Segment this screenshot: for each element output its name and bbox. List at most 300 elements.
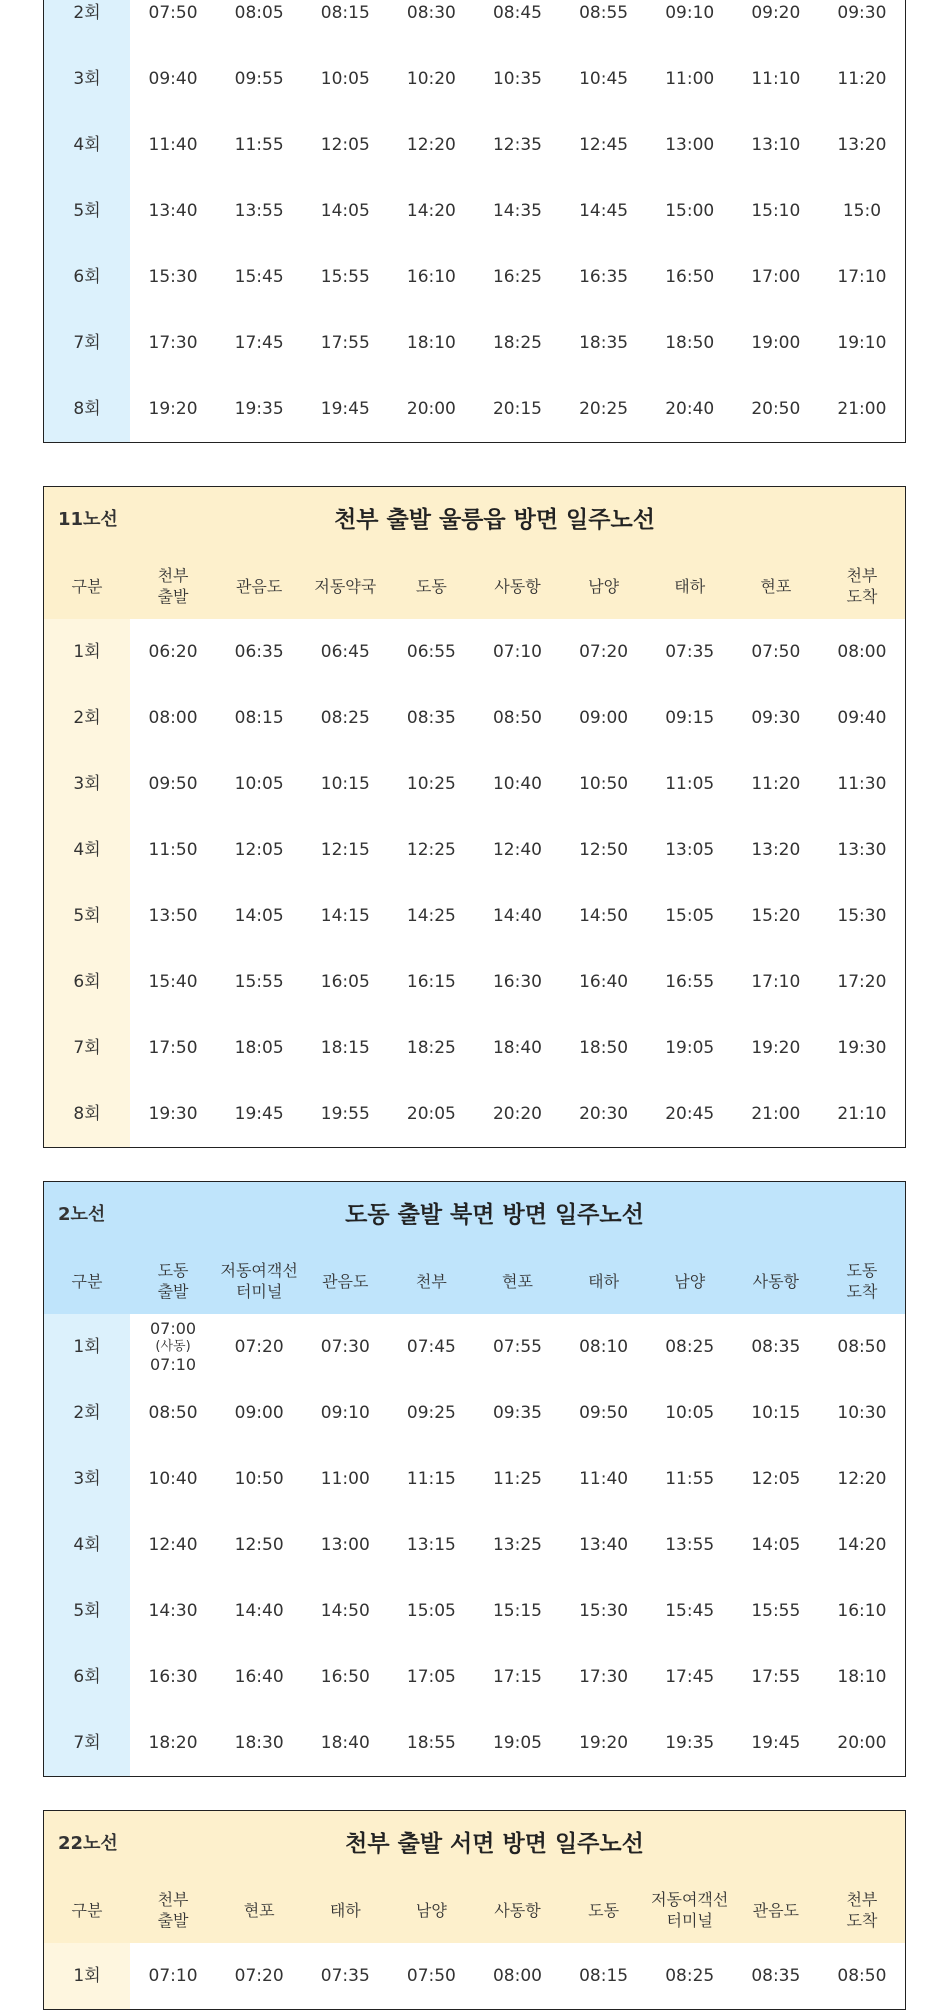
time-cell: 17:15 [492, 1666, 542, 1687]
time-cell: 17:45 [234, 332, 284, 353]
time-cell: 07:50 [406, 1965, 456, 1986]
time-cell: 12:05 [234, 839, 284, 860]
time-cell: 13:50 [148, 905, 198, 926]
trip-number-cell: 1회 [44, 619, 130, 685]
time-cell: 13:20 [751, 839, 801, 860]
route-table-1 [43, 486, 906, 1148]
time-cell: 14:25 [406, 905, 456, 926]
time-cell: 08:25 [665, 1965, 715, 1986]
time-cell: 07:50 [148, 2, 198, 23]
time-cell: 08:35 [751, 1965, 801, 1986]
time-cell: 10:40 [148, 1468, 198, 1489]
time-cell: 08:35 [406, 707, 456, 728]
header-cell: 천부 출발 [157, 566, 189, 606]
time-cell: 20:05 [406, 1103, 456, 1124]
header-cell: 도동 [588, 1900, 620, 1920]
table-row [44, 1578, 905, 1644]
time-cell [130, 1314, 216, 1380]
time-cell: 10:05 [665, 1402, 715, 1423]
header-cell: 남양 [415, 1900, 447, 1920]
time-cell: 19:35 [234, 398, 284, 419]
route-number: 11노선 [58, 509, 118, 530]
time-cell: 08:30 [406, 2, 456, 23]
time-cell: 14:15 [320, 905, 370, 926]
time-cell: 20:00 [837, 1732, 887, 1753]
time-cell: 11:15 [406, 1468, 456, 1489]
time-cell: 15:0 [842, 200, 882, 221]
time-cell: 19:45 [234, 1103, 284, 1124]
time-cell: 16:35 [579, 266, 629, 287]
time-cell: 11:40 [579, 1468, 629, 1489]
time-cell: 10:45 [579, 68, 629, 89]
trip-number-cell: 7회 [44, 1710, 130, 1776]
time-cell: 08:50 [837, 1336, 887, 1357]
time-cell: 09:30 [837, 2, 887, 23]
trip-number-cell: 3회 [44, 751, 130, 817]
table-row [44, 1446, 905, 1512]
route-table-2 [43, 1181, 906, 1777]
time-cell: 19:05 [665, 1037, 715, 1058]
time-cell: 11:05 [665, 773, 715, 794]
time-cell: 06:20 [148, 641, 198, 662]
time-cell: 10:25 [406, 773, 456, 794]
time-cell: 17:20 [837, 971, 887, 992]
time-cell: 17:55 [751, 1666, 801, 1687]
time-cell: 12:20 [406, 134, 456, 155]
header-cell: 사동항 [494, 1900, 541, 1920]
time-cell: 13:55 [665, 1534, 715, 1555]
time-cell: 08:25 [665, 1336, 715, 1357]
time-cell: 19:20 [579, 1732, 629, 1753]
time-cell: 11:20 [837, 68, 887, 89]
time-cell: 12:50 [579, 839, 629, 860]
trip-number-cell: 4회 [44, 1512, 130, 1578]
time-cell: 09:15 [665, 707, 715, 728]
trip-number-cell: 3회 [44, 1446, 130, 1512]
time-cell: 21:00 [837, 398, 887, 419]
time-cell: 17:30 [579, 1666, 629, 1687]
time-cell: 09:40 [148, 68, 198, 89]
trip-number-cell: 8회 [44, 376, 130, 442]
time-cell: 12:45 [579, 134, 629, 155]
header-cell: 구분 [71, 1900, 103, 1920]
route-number: 22노선 [58, 1833, 118, 1854]
trip-number-cell: 1회 [44, 1943, 130, 2009]
time-cell: 08:50 [492, 707, 542, 728]
time-cell: 19:20 [148, 398, 198, 419]
time-cell: 10:50 [579, 773, 629, 794]
table-row [44, 949, 905, 1015]
header-cell: 태하 [588, 1271, 620, 1291]
time-cell: 07:35 [665, 641, 715, 662]
time-cell: 09:50 [148, 773, 198, 794]
time-cell: 16:40 [579, 971, 629, 992]
time-cell: 11:55 [665, 1468, 715, 1489]
table-row [44, 1512, 905, 1578]
time-cell: 08:45 [492, 2, 542, 23]
time-cell: 07:20 [234, 1965, 284, 1986]
time-cell: 12:15 [320, 839, 370, 860]
time-cell: 20:20 [492, 1103, 542, 1124]
time-cell: 10:40 [492, 773, 542, 794]
header-cell: 사동항 [494, 576, 541, 596]
time-cell: 16:30 [148, 1666, 198, 1687]
trip-number-cell: 6회 [44, 949, 130, 1015]
time-cell: 10:30 [837, 1402, 887, 1423]
time-cell: 20:25 [579, 398, 629, 419]
time-alt-value: 07:10 [150, 1355, 197, 1374]
time-cell: 15:20 [751, 905, 801, 926]
time-cell: 19:30 [148, 1103, 198, 1124]
time-cell: 19:45 [320, 398, 370, 419]
time-cell: 18:15 [320, 1037, 370, 1058]
time-cell: 19:05 [492, 1732, 542, 1753]
table-row [44, 619, 905, 685]
time-cell: 12:40 [148, 1534, 198, 1555]
table-row [44, 1314, 905, 1380]
table-row [44, 1380, 905, 1446]
time-cell: 09:00 [234, 1402, 284, 1423]
time-cell: 10:05 [234, 773, 284, 794]
time-cell: 12:25 [406, 839, 456, 860]
time-cell: 16:30 [492, 971, 542, 992]
trip-number-cell: 5회 [44, 1578, 130, 1644]
header-cell: 사동항 [752, 1271, 799, 1291]
time-cell: 15:05 [406, 1600, 456, 1621]
header-cell: 관음도 [322, 1271, 369, 1291]
time-cell: 14:05 [234, 905, 284, 926]
time-cell: 18:30 [234, 1732, 284, 1753]
header-cell: 구분 [71, 576, 103, 596]
table-row [44, 883, 905, 949]
time-cell: 13:25 [492, 1534, 542, 1555]
time-cell: 08:00 [837, 641, 887, 662]
time-cell: 17:05 [406, 1666, 456, 1687]
time-cell: 08:50 [148, 1402, 198, 1423]
time-cell: 11:30 [837, 773, 887, 794]
trip-number-cell: 2회 [44, 1380, 130, 1446]
time-cell: 18:10 [406, 332, 456, 353]
time-cell: 07:35 [320, 1965, 370, 1986]
trip-number-cell: 3회 [44, 46, 130, 112]
header-cell: 도동 도착 [846, 1261, 878, 1301]
table-row [44, 817, 905, 883]
time-value: 07:00 [150, 1319, 197, 1338]
time-cell: 18:05 [234, 1037, 284, 1058]
time-cell: 09:00 [579, 707, 629, 728]
time-cell: 18:55 [406, 1732, 456, 1753]
time-cell: 16:50 [665, 266, 715, 287]
time-cell: 09:50 [579, 1402, 629, 1423]
time-cell: 10:20 [406, 68, 456, 89]
time-cell: 17:30 [148, 332, 198, 353]
header-cell: 관음도 [752, 1900, 799, 1920]
time-cell: 13:40 [579, 1534, 629, 1555]
time-cell: 13:20 [837, 134, 887, 155]
header-cell: 현포 [243, 1900, 275, 1920]
time-cell: 15:55 [751, 1600, 801, 1621]
time-cell: 08:55 [579, 2, 629, 23]
time-cell: 09:10 [665, 2, 715, 23]
header-cell: 저동약국 [314, 576, 377, 596]
time-cell: 18:50 [665, 332, 715, 353]
header-cell: 현포 [502, 1271, 533, 1291]
time-cell: 06:35 [234, 641, 284, 662]
trip-number-cell: 6회 [44, 244, 130, 310]
time-cell: 18:25 [492, 332, 542, 353]
time-cell: 07:30 [320, 1336, 370, 1357]
time-cell: 10:15 [320, 773, 370, 794]
time-cell: 08:15 [234, 707, 284, 728]
time-cell: 08:25 [320, 707, 370, 728]
time-cell: 10:50 [234, 1468, 284, 1489]
time-cell: 14:20 [406, 200, 456, 221]
trip-number-cell: 5회 [44, 178, 130, 244]
time-cell: 08:15 [320, 2, 370, 23]
time-cell: 08:00 [148, 707, 198, 728]
time-cell: 13:15 [406, 1534, 456, 1555]
time-cell: 17:45 [665, 1666, 715, 1687]
time-cell: 09:10 [320, 1402, 370, 1423]
time-cell: 15:15 [492, 1600, 542, 1621]
header-cell: 남양 [588, 576, 620, 596]
time-cell: 11:00 [320, 1468, 370, 1489]
time-cell: 07:20 [234, 1336, 284, 1357]
trip-number-cell: 2회 [44, 0, 130, 46]
time-cell: 16:10 [837, 1600, 887, 1621]
time-cell: 16:25 [492, 266, 542, 287]
header-cell: 저동여객선 터미널 [220, 1261, 298, 1301]
time-cell: 19:55 [320, 1103, 370, 1124]
header-row [44, 1248, 905, 1314]
route-title-bar [44, 1811, 905, 1877]
time-cell: 09:35 [492, 1402, 542, 1423]
time-cell: 11:55 [234, 134, 284, 155]
trip-number-cell: 4회 [44, 112, 130, 178]
time-cell: 14:40 [234, 1600, 284, 1621]
time-cell: 17:00 [751, 266, 801, 287]
time-cell: 10:05 [320, 68, 370, 89]
header-cell: 천부 [415, 1271, 447, 1291]
time-cell: 08:10 [579, 1336, 629, 1357]
header-cell: 구분 [71, 1271, 103, 1291]
header-cell: 저동여객선 터미널 [651, 1890, 729, 1930]
time-cell: 07:45 [406, 1336, 456, 1357]
time-cell: 12:20 [837, 1468, 887, 1489]
time-cell: 08:05 [234, 2, 284, 23]
time-cell: 19:00 [751, 332, 801, 353]
time-cell: 08:00 [492, 1965, 542, 1986]
header-cell: 태하 [674, 576, 706, 596]
time-cell: 18:50 [579, 1037, 629, 1058]
time-cell: 15:30 [579, 1600, 629, 1621]
time-cell: 08:35 [751, 1336, 801, 1357]
header-cell: 천부 도착 [846, 1890, 878, 1930]
time-cell: 18:35 [579, 332, 629, 353]
trip-number-cell: 7회 [44, 310, 130, 376]
time-cell: 18:25 [406, 1037, 456, 1058]
table-row [44, 751, 905, 817]
time-cell: 11:40 [148, 134, 198, 155]
table-row [44, 1081, 905, 1147]
time-cell: 18:40 [320, 1732, 370, 1753]
time-cell: 16:15 [406, 971, 456, 992]
time-cell: 11:00 [665, 68, 715, 89]
time-cell: 16:50 [320, 1666, 370, 1687]
time-cell: 20:30 [579, 1103, 629, 1124]
time-cell: 14:50 [320, 1600, 370, 1621]
time-cell: 11:50 [148, 839, 198, 860]
time-cell: 15:05 [665, 905, 715, 926]
time-cell: 16:40 [234, 1666, 284, 1687]
time-cell: 07:10 [148, 1965, 198, 1986]
time-cell: 11:10 [751, 68, 801, 89]
time-cell: 16:05 [320, 971, 370, 992]
time-cell: 15:55 [320, 266, 370, 287]
time-cell: 17:50 [148, 1037, 198, 1058]
route-title-bar [44, 1182, 905, 1248]
trip-number-cell: 8회 [44, 1081, 130, 1147]
time-cell: 13:00 [665, 134, 715, 155]
route-title: 천부 출발 울릉읍 방면 일주노선 [334, 507, 655, 533]
time-cell: 08:15 [579, 1965, 629, 1986]
time-cell: 21:10 [837, 1103, 887, 1124]
time-cell: 19:20 [751, 1037, 801, 1058]
header-cell: 천부 도착 [846, 566, 878, 606]
time-cell: 15:30 [837, 905, 887, 926]
time-cell: 09:55 [234, 68, 284, 89]
time-cell: 20:15 [492, 398, 542, 419]
time-cell: 12:05 [751, 1468, 801, 1489]
time-note: (사동) [155, 1339, 191, 1354]
time-cell: 11:25 [492, 1468, 542, 1489]
time-cell: 14:35 [492, 200, 542, 221]
time-cell: 07:55 [492, 1336, 542, 1357]
time-cell: 07:10 [492, 641, 542, 662]
time-cell: 14:20 [837, 1534, 887, 1555]
time-cell: 09:40 [837, 707, 887, 728]
trip-number-cell: 6회 [44, 1644, 130, 1710]
table-row [44, 0, 905, 46]
time-cell: 07:20 [579, 641, 629, 662]
time-cell: 13:55 [234, 200, 284, 221]
time-cell: 14:05 [751, 1534, 801, 1555]
time-cell: 15:10 [751, 200, 801, 221]
time-cell: 19:45 [751, 1732, 801, 1753]
time-cell: 18:20 [148, 1732, 198, 1753]
time-cell: 09:30 [751, 707, 801, 728]
table-row [44, 1710, 905, 1776]
header-cell: 태하 [329, 1900, 361, 1920]
time-cell: 13:40 [148, 200, 198, 221]
header-cell: 남양 [674, 1271, 706, 1291]
time-cell: 12:05 [320, 134, 370, 155]
header-row [44, 553, 905, 619]
table-row [44, 46, 905, 112]
trip-number-cell: 5회 [44, 883, 130, 949]
header-cell: 관음도 [235, 576, 283, 596]
table-row [44, 1943, 905, 2009]
table-row [44, 178, 905, 244]
route-table-3 [43, 1810, 906, 2010]
table-row [44, 244, 905, 310]
time-cell: 10:35 [492, 68, 542, 89]
table-row [44, 112, 905, 178]
time-cell: 12:35 [492, 134, 542, 155]
time-cell: 14:50 [579, 905, 629, 926]
time-cell: 14:05 [320, 200, 370, 221]
header-cell: 도동 [415, 576, 447, 596]
time-cell: 18:10 [837, 1666, 887, 1687]
time-cell: 19:35 [665, 1732, 715, 1753]
table-row [44, 310, 905, 376]
time-cell: 20:50 [751, 398, 801, 419]
trip-number-cell: 7회 [44, 1015, 130, 1081]
header-cell: 현포 [760, 576, 792, 596]
header-cell: 천부 출발 [157, 1890, 189, 1930]
time-cell: 06:45 [320, 641, 370, 662]
time-cell: 13:30 [837, 839, 887, 860]
header-cell: 도동 출발 [157, 1261, 189, 1301]
header-row [44, 1877, 905, 1943]
time-cell: 11:20 [751, 773, 801, 794]
route-title: 천부 출발 서면 방면 일주노선 [345, 1831, 644, 1857]
table-row [44, 376, 905, 442]
time-cell: 10:15 [751, 1402, 801, 1423]
time-cell: 14:45 [579, 200, 629, 221]
trip-number-cell: 2회 [44, 685, 130, 751]
time-cell: 17:10 [751, 971, 801, 992]
time-cell: 20:45 [665, 1103, 715, 1124]
route-table-0 [43, 0, 906, 443]
time-cell: 15:30 [148, 266, 198, 287]
table-row [44, 685, 905, 751]
table-row [44, 1644, 905, 1710]
time-cell: 12:50 [234, 1534, 284, 1555]
time-cell: 13:10 [751, 134, 801, 155]
table-row [44, 1015, 905, 1081]
time-cell: 19:30 [837, 1037, 887, 1058]
time-cell: 15:40 [148, 971, 198, 992]
time-cell: 15:00 [665, 200, 715, 221]
time-cell: 12:40 [492, 839, 542, 860]
route-number: 2노선 [58, 1204, 106, 1225]
time-cell: 17:55 [320, 332, 370, 353]
time-cell: 15:45 [665, 1600, 715, 1621]
route-title: 도동 출발 북면 방면 일주노선 [345, 1202, 644, 1228]
time-cell: 13:05 [665, 839, 715, 860]
time-cell: 14:40 [492, 905, 542, 926]
time-cell: 18:40 [492, 1037, 542, 1058]
time-cell: 14:30 [148, 1600, 198, 1621]
time-cell: 08:50 [837, 1965, 887, 1986]
trip-number-cell: 1회 [44, 1314, 130, 1380]
trip-number-cell: 4회 [44, 817, 130, 883]
time-cell: 17:10 [837, 266, 887, 287]
time-cell: 20:00 [406, 398, 456, 419]
time-cell: 06:55 [406, 641, 456, 662]
time-cell: 15:55 [234, 971, 284, 992]
time-cell: 07:50 [751, 641, 801, 662]
time-cell: 20:40 [665, 398, 715, 419]
time-cell: 16:10 [406, 266, 456, 287]
time-cell: 15:45 [234, 266, 284, 287]
time-cell: 09:20 [751, 2, 801, 23]
time-cell: 21:00 [751, 1103, 801, 1124]
time-cell: 19:10 [837, 332, 887, 353]
route-title-bar [44, 487, 905, 553]
time-cell: 09:25 [406, 1402, 456, 1423]
